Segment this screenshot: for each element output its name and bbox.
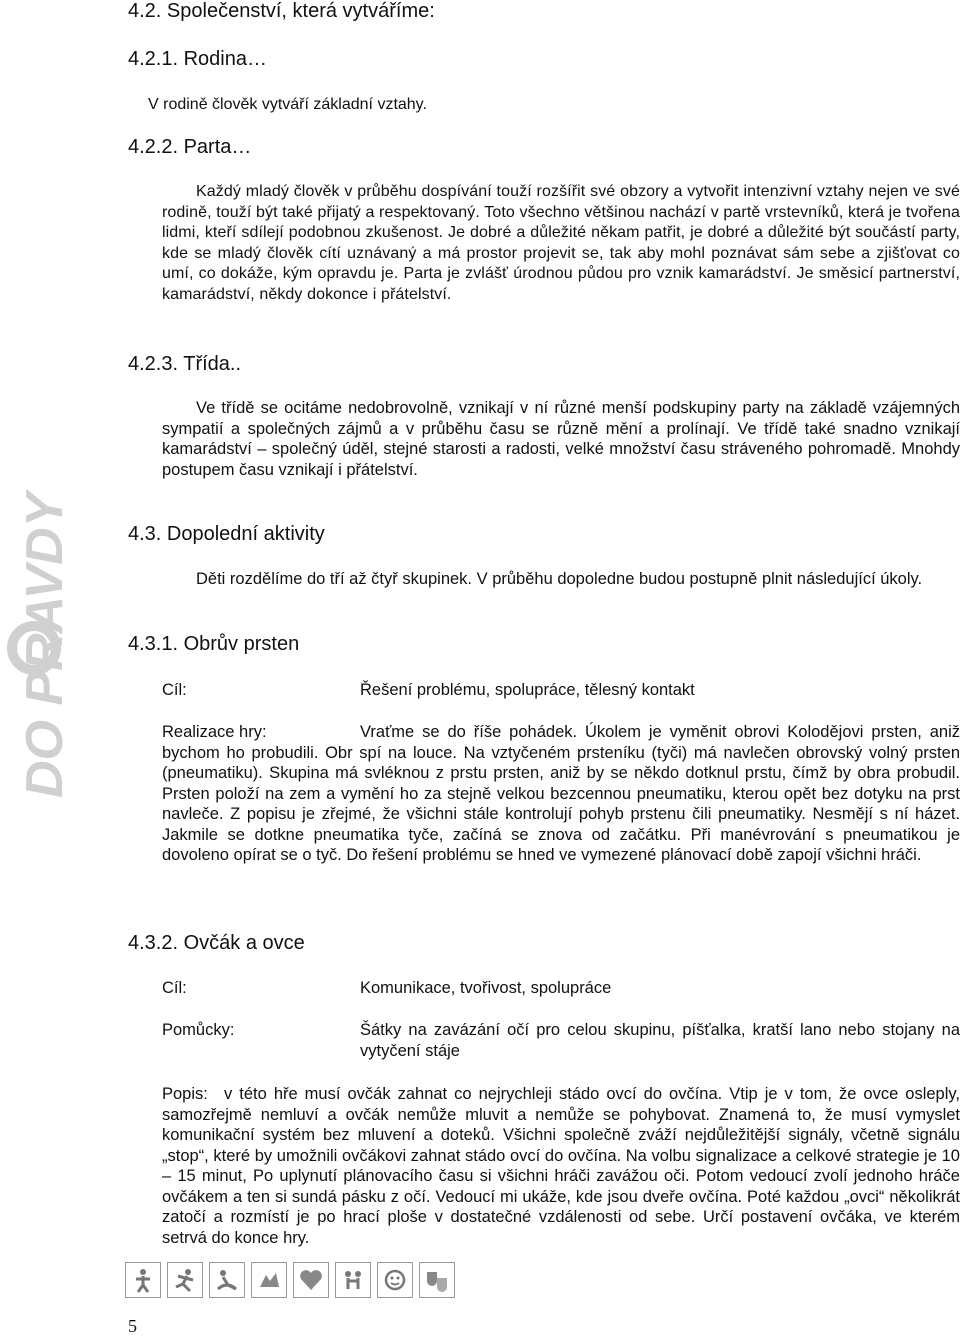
ovcak-pomucky-label: Pomůcky: [162, 1021, 235, 1039]
obruv-cil-label: Cíl: [162, 681, 187, 699]
ovcak-popis-text: v této hře musí ovčák zahnat co nejrychleji stádo ovcí do ovčína. Vtip je v tom, že ovce osleply, samozřejmě nemluví a ovčák nemůže mluvit a nemůže se pohybovat. Znamená to, že musí vymyslet komunikační systém bez mluvení a doteků. Všichni společně zváží nejdůležitější signály, včetně signálu „stop“, které by umožnili ovčákovi zahnat stádo ovcí do ovčína. Na volbu signalizace a celkové strategie je 10 – 15 minut, Po uplynutí plánovacího času si všichni hráči zavážou oči. Potom vedoucí zvolí jednoho hráče ovčákem a ten si sundá pásku z očí. Vedoucí mi ukáže, kde jsou dveře ovčína. Poté každou „ovci“ několikrát zatočí a rozmístí je po hrací ploše v dostatečné vzdálenosti od sebe. Určí postavení ovčáka, ve kterém setrvá do konce hry. [162, 1085, 960, 1247]
obruv-realizace-text: Vraťme se do říše pohádek. Úkolem je vyměnit obrovi Kolodějovi prsten, aniž bychom ho probudili. Obr spí na louce. Na vztyčeném prsteníku (tyči) má navlečen obrovský volný prsten (pneumatiku). Skupina má svléknou z prstu prsten, aniž by se někdo dotknul prstu, čímž by obra probudil. Prsten položí na zem a vymění ho za stejně velkou bezcennou pneumatiku, kterou opět bez dotyku na prst navleče. Z popisu je zřejmé, že všichni stále kontrolují pohyb prstenu čili pneumatiky. Nesmějí s ní házet. Jakmile se dotkne pneumatika tyče, začíná se znova od začátku. Při manévrování s pneumatikou je dovoleno opírat se o tyč. Do řešení problému se hned ve vymezené plánovací době zapojí všichni hráči. [162, 723, 960, 864]
person-icon [125, 1262, 161, 1298]
heading-4-3-2: 4.3.2. Ovčák a ovce [128, 932, 305, 954]
footer-icon-strip [125, 1262, 455, 1298]
dopoledni-text: Děti rozdělíme do tří až čtyř skupinek. V průběhu dopoledne budou postupně plnit následující úkoly. [196, 570, 923, 588]
parta-text: Každý mladý člověk v průběhu dospívání touží rozšířit své obzory a vytvořit intenzivní vztahy nejen ve své rodině, touží být také přijatý a respektovaný. Toto všechno většinou nachází v partě vrstevníků, která je tvořena lidmi, kteří sdílejí podobnou zkušenost. Je dobré a důležité někam patřit, je dobré a důležité být součástí party, kde se mladý člověk cítí uznávaný a má prostor projevit se, tak aby mohl poznávat sám sebe a zjišťovat co umí, co dokáže, kým opravdu je. Parta je zvlášť úrodnou půdou pro vznik kamarádství. Je směsicí partnerství, kamarádství, někdy dokonce i přátelství. [162, 183, 960, 303]
heading-4-2-3: 4.2.3. Třída.. [128, 353, 242, 375]
masks-icon [419, 1262, 455, 1298]
figure-icon [209, 1262, 245, 1298]
ovcak-pomucky-value: Šátky na zavázání očí pro celou skupinu, píšťalka, kratší lano nebo stojany na vytyčení stáje [360, 1021, 960, 1060]
page-number: 5 [128, 1316, 137, 1336]
heading-4-3-1: 4.3.1. Obrův prsten [128, 633, 300, 655]
face-icon [377, 1262, 413, 1298]
heading-4-3: 4.3. Dopolední aktivity [128, 523, 325, 545]
ovcak-cil-label: Cíl: [162, 979, 187, 997]
hands-icon [251, 1262, 287, 1298]
heading-4-2-2: 4.2.2. Parta… [128, 136, 252, 158]
trida-text: Ve třídě se ocitáme nedobrovolně, vznikají v ní různé menší podskupiny party na základě vzájemných sympatií a společných zájmů a v průběhu času se různě mění a prolínají. Ve třídě také snadno vznikají kamarádství – společný úděl, stejné starosti a radosti, velké množství času stráveného pohromadě. Mnohdy postupem času vznikají i přátelství. [162, 399, 960, 479]
heading-4-2: 4.2. Společenství, která vytváříme: [128, 0, 435, 22]
obruv-cil-value: Řešení problému, spolupráce, tělesný kontakt [360, 681, 695, 699]
obruv-realizace-label: Realizace hry: [162, 723, 267, 741]
watermark-logo [0, 480, 80, 800]
runner-icon [167, 1262, 203, 1298]
ovcak-popis-label: Popis: [162, 1085, 208, 1103]
logo-text: DO PRAVDY [16, 492, 74, 798]
group-icon [335, 1262, 371, 1298]
heading-4-2-1: 4.2.1. Rodina… [128, 48, 267, 70]
rodina-text: V rodině člověk vytváří základní vztahy. [148, 96, 427, 113]
ovcak-cil-value: Komunikace, tvořivost, spolupráce [360, 979, 612, 997]
heart-icon [293, 1262, 329, 1298]
